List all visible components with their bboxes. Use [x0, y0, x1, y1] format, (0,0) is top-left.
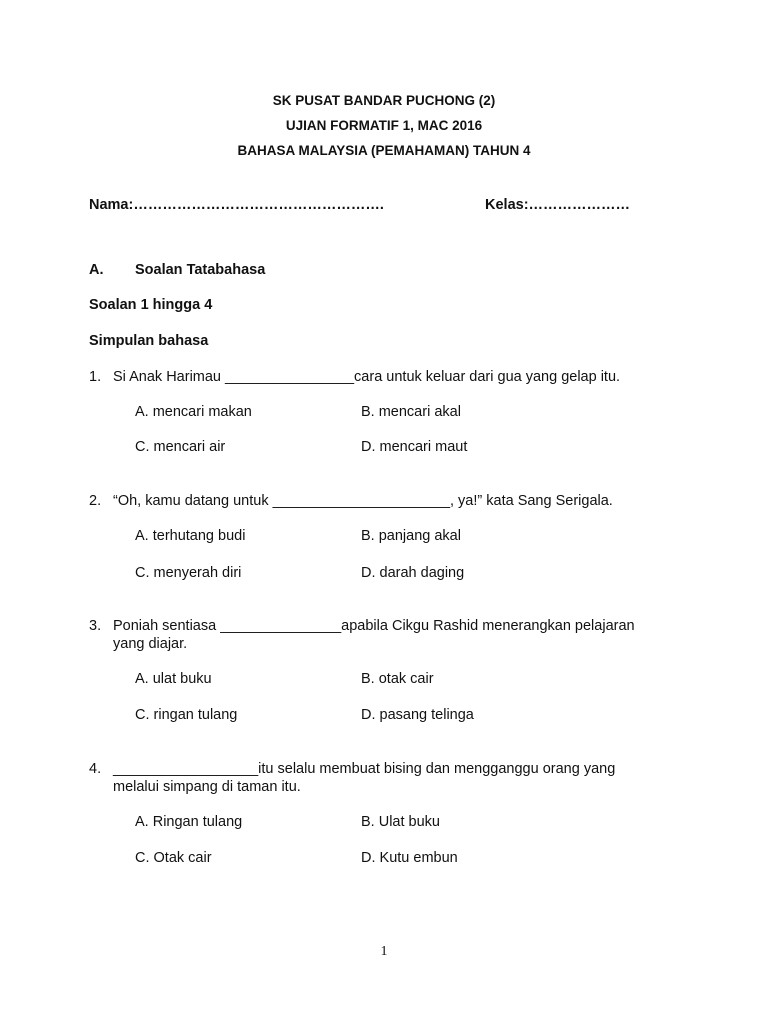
section-title: Soalan Tatabahasa	[135, 262, 266, 278]
question-number: 2.	[89, 493, 102, 509]
question-stem: __________________itu selalu membuat bising dan mengganggu orang yang	[113, 761, 616, 777]
option-a: A. ulat buku	[135, 671, 212, 687]
option-a: A. terhutang budi	[135, 528, 246, 544]
option-d: D. pasang telinga	[361, 707, 474, 723]
option-d: D. darah daging	[361, 565, 465, 581]
question-number: 1.	[89, 369, 102, 385]
option-c: C. Otak cair	[135, 850, 212, 866]
question-number: 3.	[89, 618, 102, 634]
name-field: Nama:…………………………………………….	[89, 197, 384, 213]
subject-title: BAHASA MALAYSIA (PEMAHAMAN) TAHUN 4	[237, 143, 531, 158]
page-number: 1	[380, 944, 388, 959]
option-d: D. Kutu embun	[361, 850, 458, 866]
question-number: 4.	[89, 761, 102, 777]
option-d: D. mencari maut	[361, 439, 468, 455]
option-a: A. mencari makan	[135, 404, 252, 420]
option-b: B. panjang akal	[361, 528, 461, 544]
topic-title: Simpulan bahasa	[89, 333, 209, 349]
question-stem: “Oh, kamu datang untuk ______________________, ya!” kata Sang Serigala.	[113, 493, 613, 509]
option-b: B. otak cair	[361, 671, 434, 687]
option-a: A. Ringan tulang	[135, 814, 243, 830]
question-stem: Si Anak Harimau ________________cara untuk keluar dari gua yang gelap itu.	[113, 369, 621, 385]
option-c: C. mencari air	[135, 439, 226, 455]
section-letter: A.	[89, 262, 104, 278]
question-stem-continued: melalui simpang di taman itu.	[113, 779, 301, 795]
question-stem: Poniah sentiasa _______________apabila Cikgu Rashid menerangkan pelajaran	[113, 618, 635, 634]
option-b: B. mencari akal	[361, 404, 461, 420]
question-range: Soalan 1 hingga 4	[89, 297, 213, 313]
option-c: C. menyerah diri	[135, 565, 242, 581]
option-c: C. ringan tulang	[135, 707, 238, 723]
exam-title: UJIAN FORMATIF 1, MAC 2016	[285, 118, 483, 133]
school-name: SK PUSAT BANDAR PUCHONG (2)	[272, 93, 496, 108]
option-b: B. Ulat buku	[361, 814, 440, 830]
class-field: Kelas:…………………	[485, 197, 631, 213]
question-stem-continued: yang diajar.	[113, 636, 188, 652]
